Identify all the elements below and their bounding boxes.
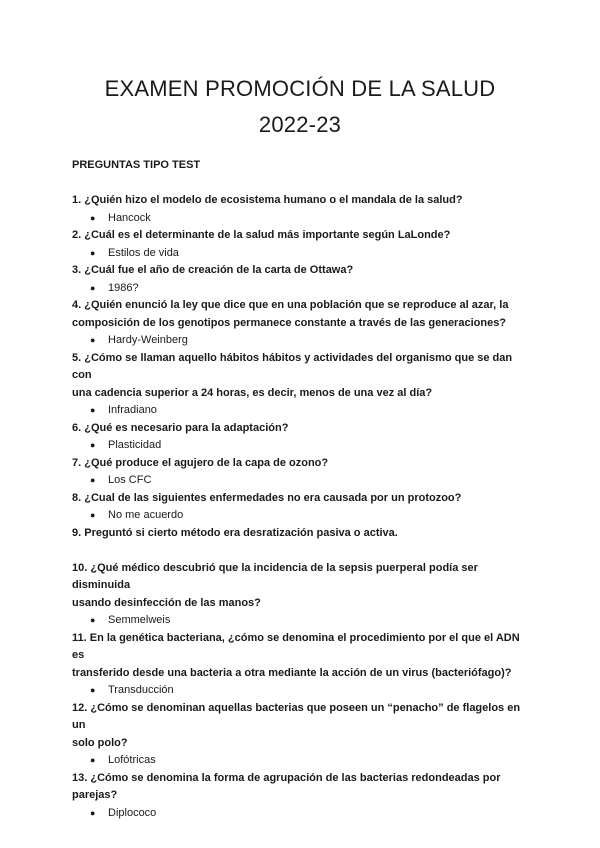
question-5-line-2: una cadencia superior a 24 horas, es decir, menos de una vez al día?	[72, 386, 433, 399]
bullet-icon: ●	[90, 440, 96, 450]
question-list	[72, 192, 532, 822]
answer-7: ● Los CFC	[72, 472, 532, 490]
bullet-icon: ●	[90, 685, 96, 695]
bullet-icon: ●	[90, 335, 96, 345]
bullet-icon: ●	[90, 282, 96, 293]
question-13-line-1: 13. ¿Cómo se denomina la forma de agrupación de las bacterias redondeadas por	[72, 771, 501, 784]
question-4-line-1: 4. ¿Quién enunció la ley que dice que en una población que se reproduce al azar, la	[72, 299, 509, 311]
answer-4: ● Hardy-Weinberg	[72, 332, 532, 350]
answer-8: ● No me acuerdo	[72, 507, 532, 525]
answer-6: ● Plasticidad	[72, 437, 532, 455]
question-13-line-2: parejas?	[72, 789, 118, 801]
bullet-icon: ●	[90, 615, 96, 625]
question-12-line-2: solo polo?	[72, 736, 128, 749]
answer-3: ● 1986?	[72, 280, 532, 298]
bullet-icon: ●	[90, 510, 96, 520]
answer-2: ● Estilos de vida	[72, 245, 532, 263]
answer-5: ● Infradiano	[72, 402, 532, 420]
answer-10: ● Semmelweis	[72, 612, 532, 630]
bullet-icon: ●	[90, 807, 96, 818]
bullet-icon: ●	[90, 212, 96, 223]
question-8: 8. ¿Cual de las siguientes enfermedades no era causada por un protozoo?	[72, 491, 462, 504]
title-line-2: 2022-23	[258, 112, 342, 137]
bullet-icon: ●	[90, 475, 96, 485]
section-heading: PREGUNTAS TIPO TEST	[72, 159, 201, 171]
bullet-icon: ●	[90, 405, 96, 415]
question-7: 7. ¿Qué produce el agujero de la capa de ozono?	[72, 456, 329, 469]
answer-13: ● Diplococo	[72, 805, 532, 823]
question-11-line-1: 11. En la genética bacteriana, ¿cómo se denomina el procedimiento por el que el ADN es	[72, 631, 520, 661]
spacer	[72, 542, 532, 560]
question-10-line-1: 10. ¿Qué médico descubrió que la incidencia de la sepsis puerperal podía ser disminuida	[72, 561, 478, 591]
question-2: 2. ¿Cuál es el determinante de la salud más importante según LaLonde?	[72, 229, 451, 241]
question-11-line-2: transferido desde una bacteria a otra mediante la acción de un virus (bacteriófago)?	[72, 666, 512, 679]
title-line-1: EXAMEN PROMOCIÓN DE LA SALUD	[104, 76, 496, 101]
question-6: 6. ¿Qué es necesario para la adaptación?	[72, 421, 289, 434]
bullet-icon: ●	[90, 247, 96, 258]
question-10-line-2: usando desinfección de las manos?	[72, 596, 261, 609]
answer-11: ● Transducción	[72, 682, 532, 700]
bullet-icon: ●	[90, 755, 96, 765]
question-5-line-1: 5. ¿Cómo se llaman aquello hábitos hábitos y actividades del organismo que se dan con	[72, 351, 513, 381]
answer-12: ● Lofótricas	[72, 752, 532, 770]
question-3: 3. ¿Cuál fue el año de creación de la carta de Ottawa?	[72, 264, 354, 276]
question-9: 9. Preguntó si cierto método era desratización pasiva o activa.	[72, 526, 398, 539]
question-12-line-1: 12. ¿Cómo se denominan aquellas bacterias que poseen un “penacho” de flagelos en un	[72, 701, 521, 731]
answer-1: ● Hancock	[72, 210, 532, 228]
question-4-line-2: composición de los genotipos permanece constante a través de las generaciones?	[72, 316, 507, 329]
question-1: 1. ¿Quién hizo el modelo de ecosistema humano o el mandala de la salud?	[72, 194, 463, 206]
